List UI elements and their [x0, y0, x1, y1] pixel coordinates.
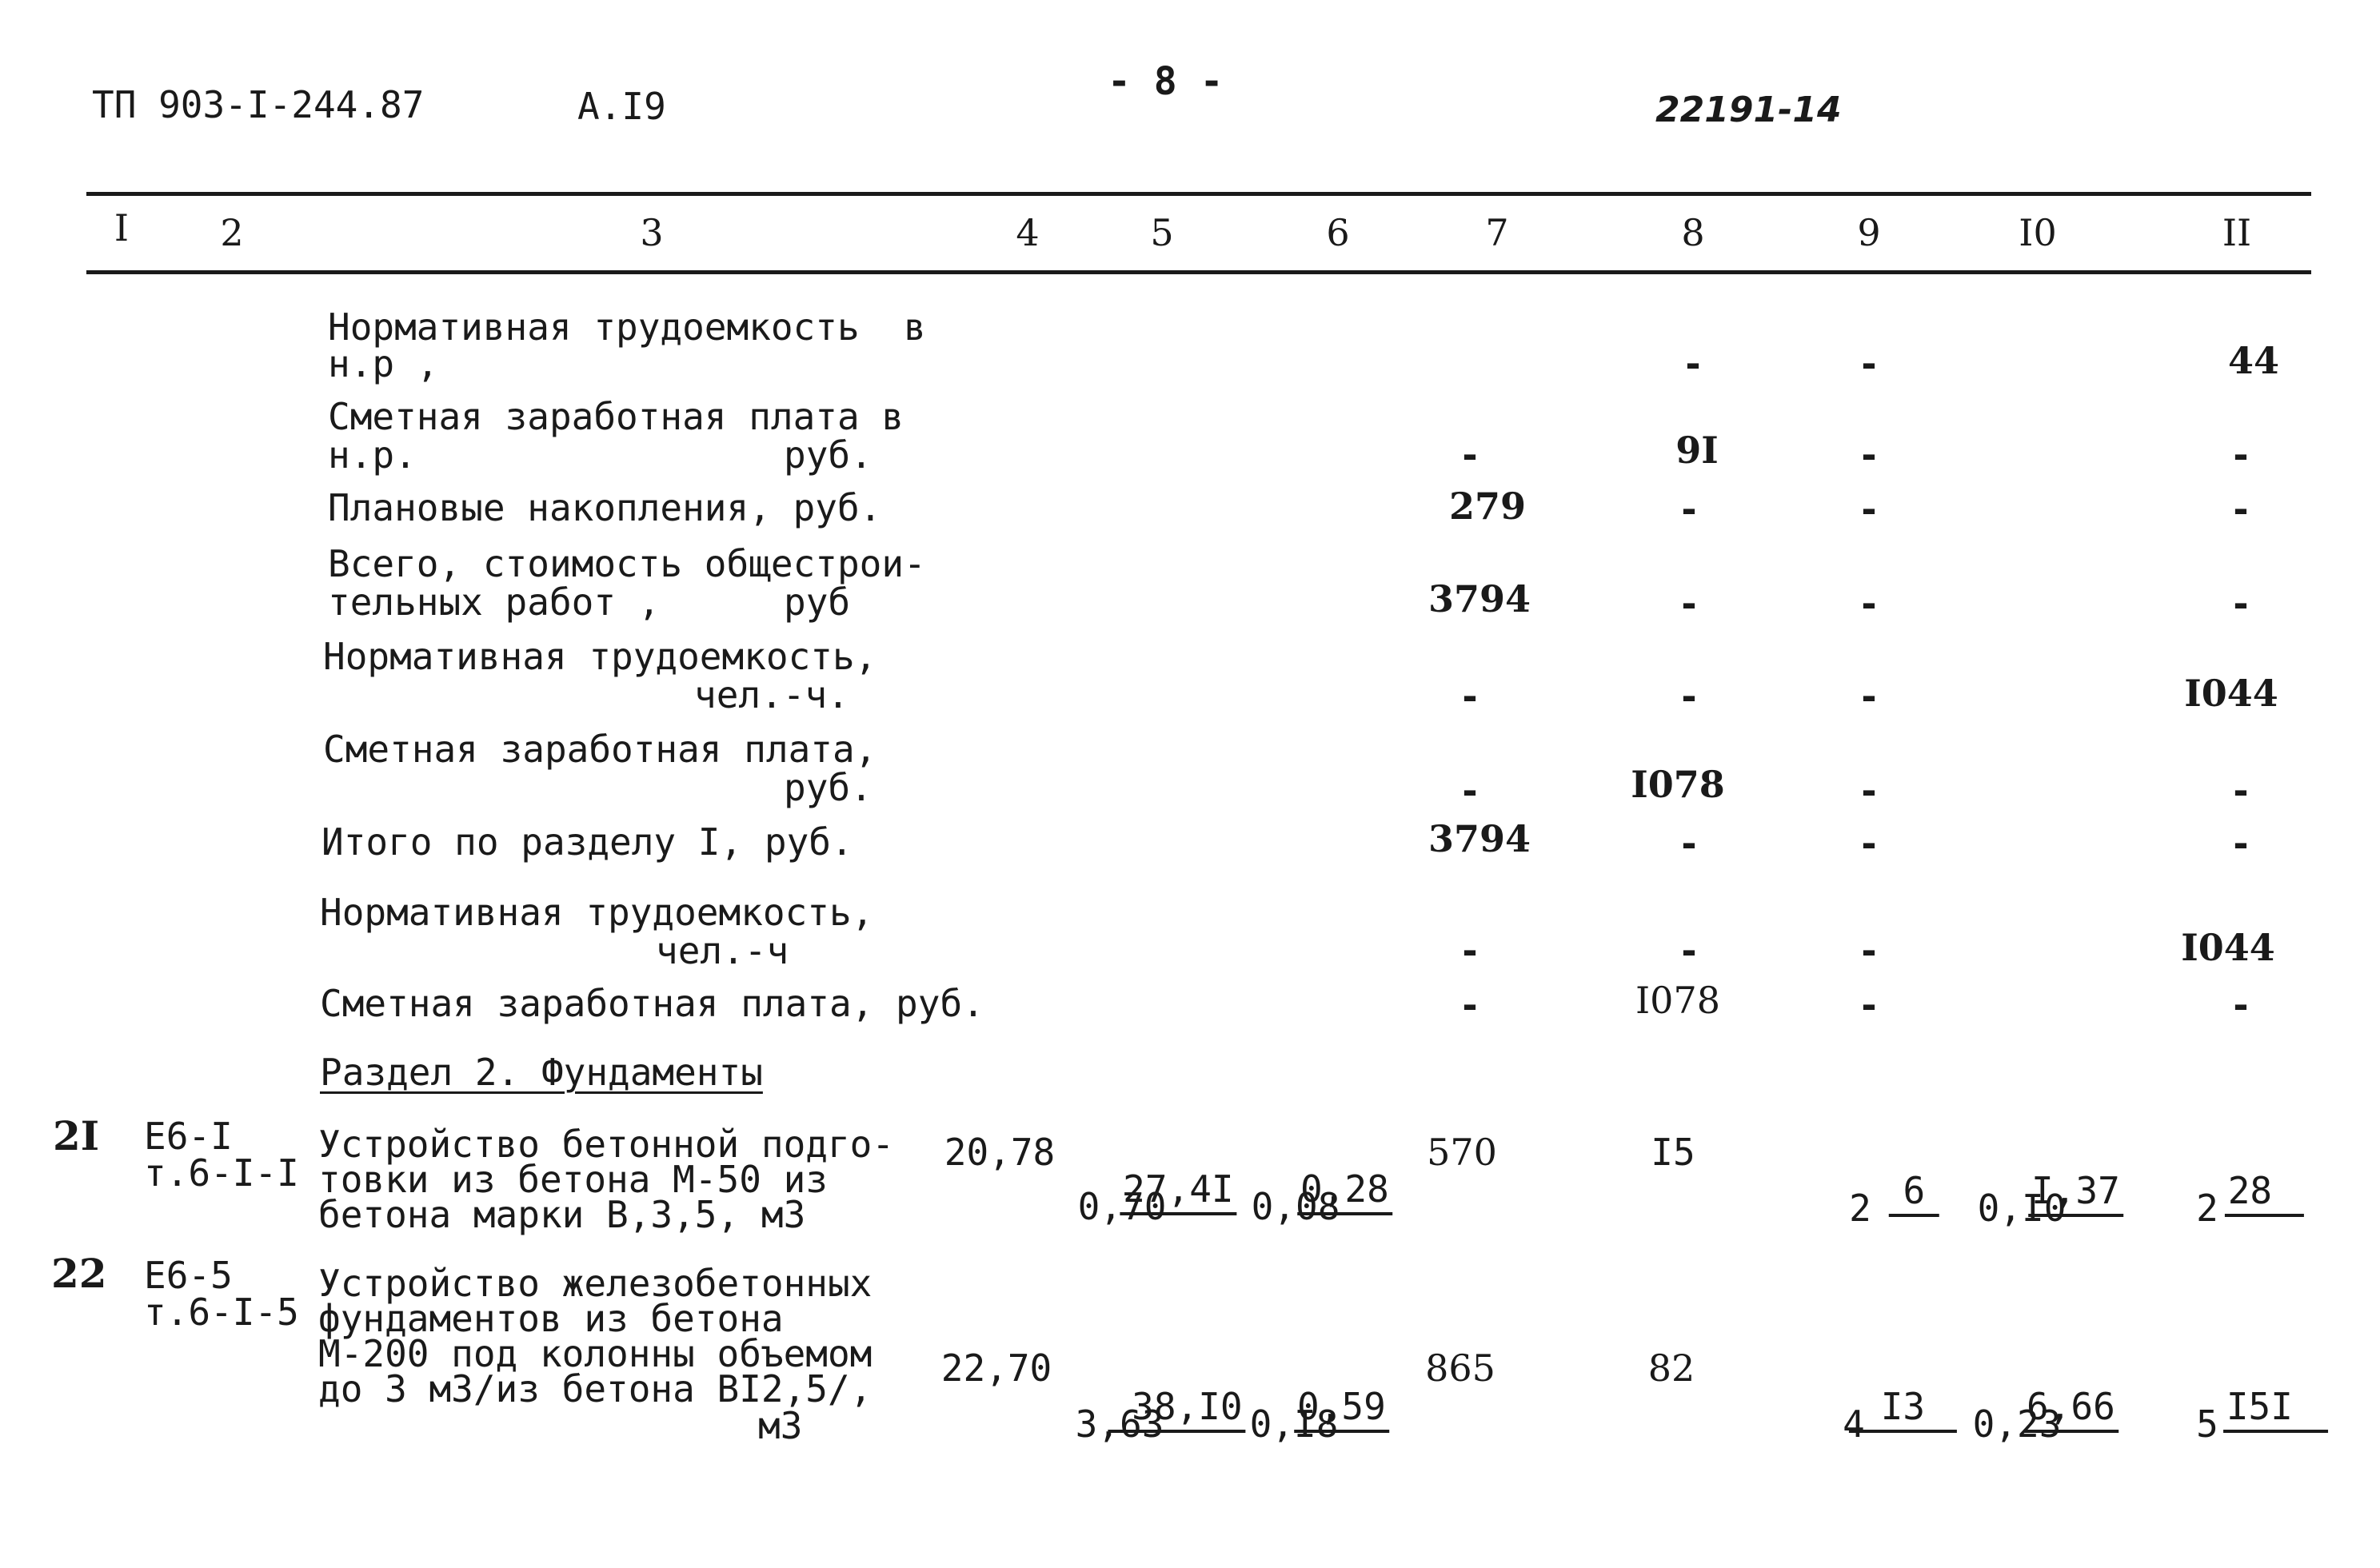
cell-col9: -: [1858, 929, 1880, 972]
cell-col11: I044: [2181, 926, 2275, 969]
row-label: чел.-ч.: [694, 673, 849, 716]
cell-col8: I078: [1631, 763, 1725, 806]
row-unit: руб: [784, 581, 851, 624]
item-number: 22: [51, 1250, 107, 1297]
row-label: н.р.: [328, 433, 417, 477]
fraction-denominator: 0,70: [1077, 1185, 1167, 1228]
column-header: 2: [220, 211, 244, 254]
item-unit: м3: [758, 1404, 803, 1447]
row-label: Плановые накопления, руб.: [328, 486, 882, 529]
cell-col7: 865: [1425, 1347, 1495, 1390]
row-label: Нормативная трудоемкость,: [323, 635, 877, 678]
cell-col7: 3794: [1428, 577, 1531, 620]
fraction-denominator: 0,I8: [1249, 1402, 1339, 1446]
cell-col11: 44: [2227, 339, 2280, 382]
cell-col8: -: [1678, 822, 1700, 865]
cell-col9: -: [1858, 342, 1880, 385]
column-header: 9: [1857, 211, 1881, 254]
row-unit: руб.: [784, 433, 873, 477]
row-label: Сметная заработная плата в: [328, 395, 904, 438]
cell-col9: -: [1858, 433, 1880, 477]
column-header: I: [114, 206, 130, 249]
cell-col9: -: [1858, 675, 1880, 718]
column-header: 7: [1485, 211, 1509, 254]
cell-col9: -: [1858, 983, 1880, 1027]
fraction-numerator: 38,I0: [1108, 1388, 1245, 1433]
cell-col7: 279: [1448, 485, 1527, 528]
column-header: 3: [640, 211, 664, 254]
row-label: Итого по разделу I, руб.: [321, 820, 853, 864]
inventory-stamp: 22191-14: [1655, 90, 1842, 130]
item-description: Устройство бетонной подго-: [318, 1123, 895, 1166]
fraction-numerator: I5I: [2223, 1388, 2328, 1433]
row-label: Сметная заработная плата, руб.: [320, 982, 984, 1025]
fraction-numerator: I3: [1849, 1388, 1957, 1433]
cell-col8: I5: [1651, 1131, 1695, 1174]
fraction-denominator: 0,23: [1972, 1402, 2062, 1446]
fraction-numerator: I,37: [2028, 1172, 2123, 1217]
fraction-denominator: 2: [2196, 1187, 2218, 1230]
cell-col8: -: [1678, 582, 1700, 625]
item-number: 2I: [53, 1112, 100, 1159]
fraction-numerator: 6: [1889, 1172, 1940, 1217]
column-header: 5: [1150, 211, 1174, 254]
document-code: ТП 903-I-244.87: [92, 83, 425, 126]
cell-col8: -: [1678, 675, 1700, 718]
item-description: товки из бетона М-50 из: [318, 1158, 828, 1201]
cell-col7: -: [1459, 675, 1481, 718]
fraction-numerator: 27,4I: [1120, 1171, 1236, 1215]
cell-col11: -: [2230, 769, 2252, 812]
cell-col11: -: [2230, 488, 2252, 531]
column-header: I0: [2019, 211, 2057, 254]
row-label: руб.: [784, 766, 873, 809]
item-code-ref: т.6-I-I: [144, 1151, 299, 1195]
item-code-ref: т.6-I-5: [144, 1291, 299, 1334]
column-header: 6: [1326, 211, 1350, 254]
fraction-numerator: 0,28: [1297, 1171, 1392, 1215]
fraction-denominator: 4: [1843, 1402, 1865, 1446]
row-label: Всего, стоимость общестрои-: [328, 542, 926, 585]
row-label: Нормативная трудоемкость в: [328, 305, 926, 349]
table-top-rule: [86, 192, 2311, 196]
cell-col7: -: [1459, 983, 1481, 1027]
table-header-rule: [86, 270, 2311, 274]
cell-col8: 9I: [1675, 429, 1719, 472]
fraction-numerator: 6,66: [2023, 1388, 2118, 1433]
cell-col11: -: [2230, 822, 2252, 865]
cell-col7: 3794: [1428, 817, 1531, 860]
row-label: Сметная заработная плата,: [323, 728, 877, 771]
section-title: Раздел 2. Фундаменты: [320, 1051, 763, 1094]
item-description: бетона марки В,3,5, м3: [318, 1193, 806, 1236]
item-description: Устройство железобетонных: [318, 1262, 873, 1305]
item-code: Е6-5: [144, 1254, 233, 1297]
album-number: А.I9: [577, 85, 666, 128]
cell-col4: 20,78: [944, 1131, 1056, 1174]
item-description: фундаментов из бетона: [318, 1297, 784, 1340]
cell-col8: -: [1678, 488, 1700, 531]
cell-col11: -: [2230, 433, 2252, 477]
cell-col9: -: [1858, 488, 1880, 531]
cell-col7: -: [1459, 769, 1481, 812]
page-number: - 8 -: [1108, 59, 1224, 104]
cell-col9: -: [1858, 822, 1880, 865]
cell-col7: -: [1459, 433, 1481, 477]
item-code: Е6-I: [144, 1115, 233, 1158]
cell-col11: I044: [2184, 672, 2278, 715]
fraction-col11: [2134, 1351, 2328, 1470]
fraction-numerator: 0,59: [1294, 1388, 1389, 1433]
row-label: тельных работ ,: [328, 581, 661, 624]
fraction-numerator: 28: [2225, 1172, 2304, 1217]
cell-col7: 570: [1427, 1131, 1497, 1174]
cell-col7: -: [1459, 929, 1481, 972]
cell-col9: -: [1858, 769, 1880, 812]
item-description: до 3 м3/из бетона ВI2,5/,: [318, 1367, 873, 1410]
fraction-denominator: 0,I0: [1977, 1187, 2067, 1230]
fraction-denominator: 0,08: [1251, 1185, 1340, 1228]
item-description: М-200 под колонны объемом: [318, 1332, 873, 1375]
fraction-denominator: 5: [2196, 1402, 2218, 1446]
cell-col4: 22,70: [940, 1347, 1052, 1390]
cell-col8: I078: [1635, 979, 1720, 1022]
cell-col8: -: [1682, 342, 1704, 385]
column-header: 4: [1016, 211, 1040, 254]
cell-col9: -: [1858, 582, 1880, 625]
column-header: II: [2222, 211, 2252, 254]
cell-col8: -: [1678, 929, 1700, 972]
row-label: чел.-ч: [656, 929, 789, 972]
fraction-denominator: 2: [1849, 1187, 1871, 1230]
cell-col11: -: [2230, 582, 2252, 625]
column-header: 8: [1681, 211, 1705, 254]
row-label: н.р ,: [328, 342, 439, 385]
fraction-col11: [2136, 1135, 2304, 1254]
cell-col11: -: [2230, 983, 2252, 1027]
cell-col8: 82: [1647, 1347, 1695, 1390]
fraction-denominator: 3,63: [1075, 1402, 1164, 1446]
row-label: Нормативная трудоемкость,: [320, 891, 874, 934]
